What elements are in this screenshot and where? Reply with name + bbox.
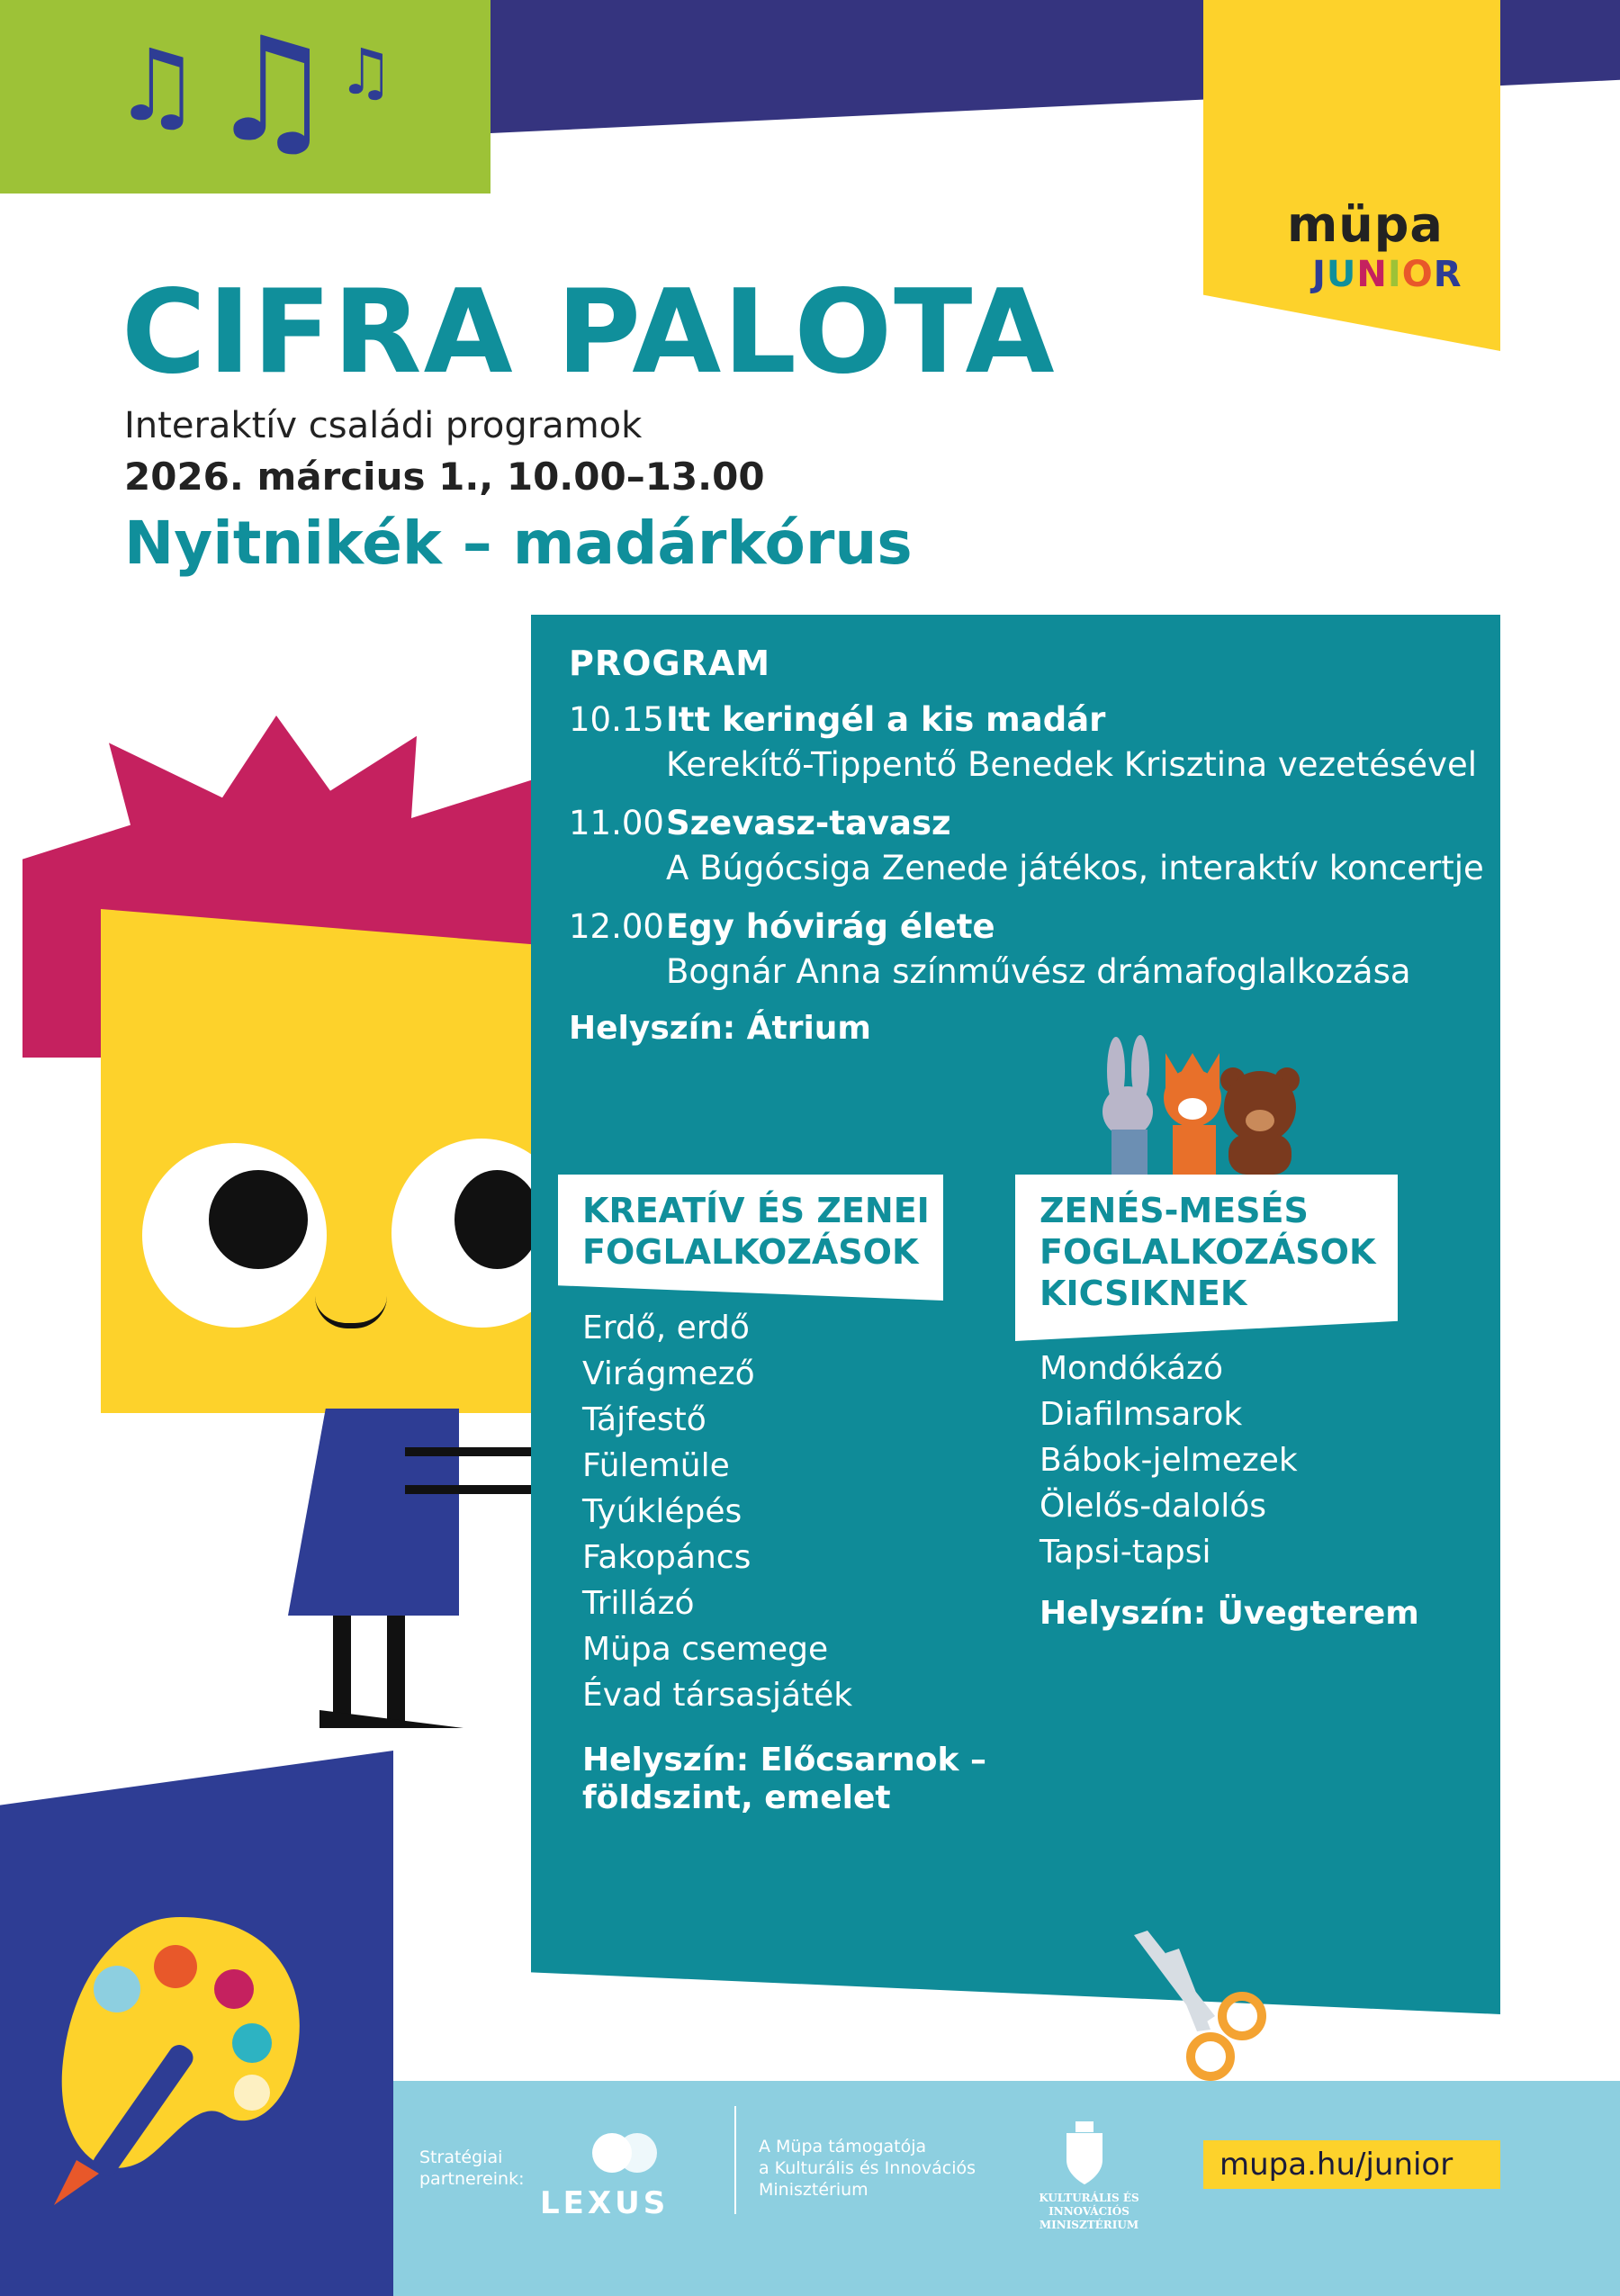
character-right-leg — [387, 1616, 405, 1728]
creative-location — [582, 1742, 986, 1817]
junior-letter: J — [1312, 254, 1327, 295]
ministry-line: KULTURÁLIS ÉS INNOVÁCIÓS — [1039, 2192, 1139, 2218]
ministry-label — [999, 2192, 1179, 2232]
little-location: Helyszín: Üvegterem — [1040, 1595, 1419, 1632]
list-item: Bábok-jelmezek — [1040, 1442, 1298, 1479]
creative-heading-line: KREATÍV ÉS ZENEI — [582, 1191, 930, 1230]
schedule-desc: Bognár Anna színművész drámafoglalkozása — [666, 952, 1411, 991]
page-title: CIFRA PALOTA — [122, 266, 1057, 400]
little-list — [1040, 1350, 1298, 1580]
lexus-logo: LEXUS — [540, 2185, 670, 2221]
creative-heading — [582, 1190, 930, 1273]
music-note-icon: ♫ — [112, 28, 202, 143]
list-item: Évad társasjáték — [582, 1677, 853, 1714]
partners-label-line: Stratégiai — [419, 2147, 503, 2167]
creative-heading-line: FOGLALKOZÁSOK — [582, 1232, 919, 1272]
schedule-desc: A Búgócsiga Zenede játékos, interaktív koncertje — [666, 849, 1484, 887]
little-heading — [1040, 1190, 1375, 1314]
yellow-logo-flag — [1203, 0, 1500, 351]
support-text — [759, 2136, 976, 2201]
event-title: Nyitnikék – madárkórus — [124, 509, 913, 578]
support-line: Minisztérium — [759, 2180, 868, 2200]
music-note-icon: ♫ — [338, 35, 394, 109]
schedule-title: Egy hóvirág élete — [666, 907, 995, 946]
little-heading-line: FOGLALKOZÁSOK — [1040, 1232, 1376, 1272]
creative-location-line: földszint, emelet — [582, 1779, 891, 1816]
website-link[interactable]: mupa.hu/junior — [1220, 2147, 1454, 2183]
little-heading-line: KICSIKNEK — [1040, 1274, 1247, 1313]
list-item: Fakopáncs — [582, 1539, 752, 1576]
schedule-time: 12.00 — [569, 907, 664, 946]
little-heading-line: ZENÉS-MESÉS — [1040, 1191, 1309, 1230]
list-item: Tapsi-tapsi — [1040, 1534, 1211, 1571]
coat-of-arms-icon — [1058, 2120, 1112, 2187]
junior-letter: R — [1433, 254, 1462, 295]
schedule-desc: Kerekítő-Tippentő Benedek Krisztina vezetésével — [666, 745, 1478, 784]
partners-label-line: partnereink: — [419, 2169, 525, 2189]
character-arm — [405, 1447, 540, 1456]
list-item: Virágmező — [582, 1355, 755, 1392]
character-left-leg — [333, 1616, 351, 1728]
junior-letter: N — [1356, 254, 1388, 295]
list-item: Tájfestő — [582, 1401, 706, 1438]
ministry-line: MINISZTÉRIUM — [1039, 2219, 1139, 2231]
footer-divider — [734, 2106, 736, 2214]
creative-location-line: Helyszín: Előcsarnok – — [582, 1742, 986, 1778]
mastercard-logo — [585, 2130, 666, 2175]
schedule-title: Szevasz-tavasz — [666, 804, 951, 842]
creative-list — [582, 1310, 852, 1723]
list-item: Diafilmsarok — [1040, 1396, 1243, 1433]
junior-letter: I — [1387, 254, 1402, 295]
music-note-icon: ♫ — [207, 5, 337, 174]
schedule-time: 10.15 — [569, 700, 664, 739]
list-item: Erdő, erdő — [582, 1310, 750, 1346]
list-item: Fülemüle — [582, 1447, 730, 1484]
schedule-title: Itt keringél a kis madár — [666, 700, 1106, 739]
palette-icon — [45, 1908, 315, 2205]
list-item: Trillázó — [582, 1585, 695, 1622]
event-date: 2026. március 1., 10.00–13.00 — [124, 455, 765, 499]
scissors-icon — [1116, 1931, 1278, 2084]
list-item: Mondókázó — [1040, 1350, 1223, 1387]
character-body — [288, 1409, 459, 1616]
junior-letter: U — [1326, 254, 1357, 295]
schedule-time: 11.00 — [569, 804, 664, 842]
support-line: A Müpa támogatója — [759, 2137, 927, 2156]
mupa-logo-text: müpa — [1287, 196, 1444, 253]
list-item: Müpa csemege — [582, 1631, 829, 1668]
puppets-illustration — [1076, 1035, 1310, 1175]
character-right-pupil — [454, 1170, 540, 1269]
program-heading: PROGRAM — [569, 644, 771, 683]
list-item: Ölelős-dalolós — [1040, 1488, 1266, 1525]
partners-label — [419, 2147, 525, 2190]
list-item: Tyúklépés — [582, 1493, 742, 1530]
support-line: a Kulturális és Innovációs — [759, 2158, 976, 2178]
junior-letter: O — [1401, 254, 1434, 295]
character-left-pupil — [209, 1170, 308, 1269]
program-location: Helyszín: Átrium — [569, 1010, 871, 1047]
page-subtitle: Interaktív családi programok — [124, 405, 643, 446]
junior-logo-text — [1312, 254, 1462, 295]
character-arm — [405, 1485, 540, 1494]
